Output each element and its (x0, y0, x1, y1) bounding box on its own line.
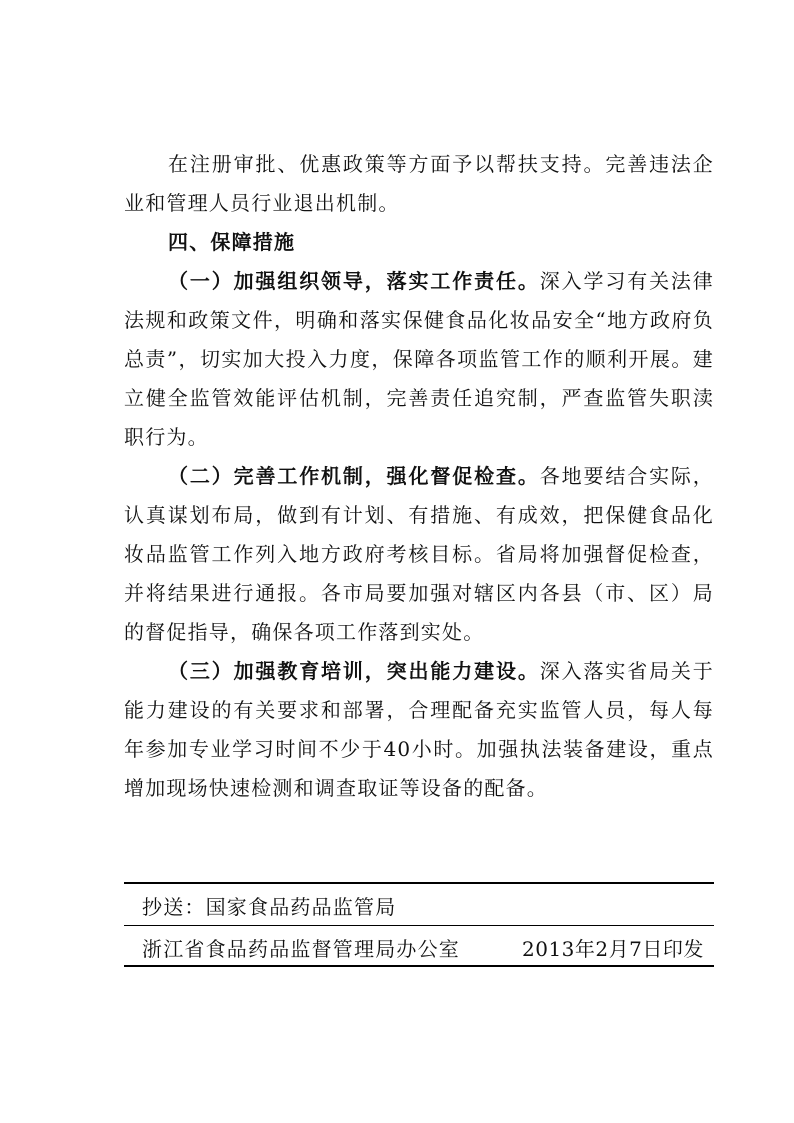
paragraph-lead: （三）加强教育培训，突出能力建设。 (168, 659, 540, 683)
paragraph-lead: （二）完善工作机制，强化督促检查。 (168, 464, 540, 488)
paragraph-text: 深入学习有关法律法规和政策文件，明确和落实保健食品化妆品安全“地方政府负总责”，切实加大投入力度，保障各项监管工作的顺利开展。建立健全监管效能评估机制，完善责任追究制，严查监管失职渎职行为。 (124, 269, 714, 449)
section-heading: 四、保障措施 (168, 230, 296, 254)
paragraph-text: 在注册审批、优惠政策等方面予以帮扶支持。完善违法企业和管理人员行业退出机制。 (124, 152, 714, 215)
cc-line: 抄送：国家食品药品监管局 (142, 895, 397, 919)
paragraph-lead: （一）加强组织领导，落实工作责任。 (168, 269, 540, 293)
paragraph-section-3 (124, 652, 714, 808)
footer-rule-middle (124, 925, 714, 926)
paragraph-section-2 (124, 457, 714, 652)
paragraph-text: 各地要结合实际，认真谋划布局，做到有计划、有措施、有成效，把保健食品化妆品监管工作列入地方政府考核目标。省局将加强督促检查，并将结果进行通报。各市局要加强对辖区内各县（市、区）局的督促指导，确保各项工作落到实处。 (124, 464, 714, 644)
issue-date: 2013年2月7日印发 (522, 937, 704, 961)
footer-rule-top (124, 882, 714, 884)
issuer-office: 浙江省食品药品监督管理局办公室 (142, 937, 460, 961)
document-body (124, 145, 714, 808)
footer-rule-bottom (124, 965, 714, 967)
paragraph-continuation (124, 145, 714, 223)
paragraph-text: 深入落实省局关于能力建设的有关要求和部署，合理配备充实监管人员，每人每年参加专业学习时间不少于40小时。加强执法装备建设，重点增加现场快速检测和调查取证等设备的配备。 (124, 659, 714, 800)
paragraph-section-1 (124, 262, 714, 457)
